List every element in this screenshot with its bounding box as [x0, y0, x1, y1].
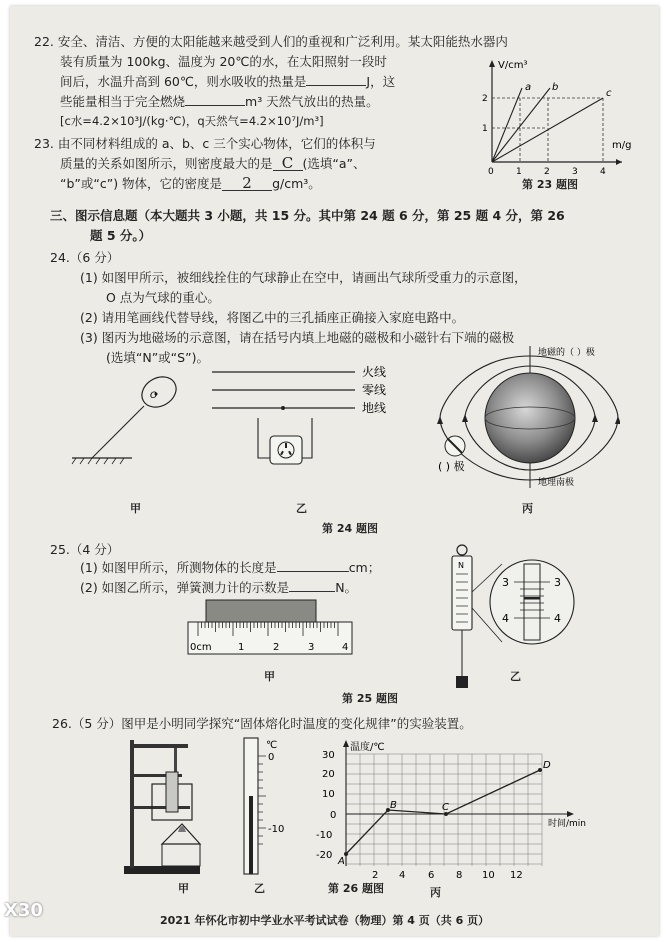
q23-xtick: 4: [600, 167, 606, 177]
q25-fig-ruler: [186, 598, 356, 660]
q23-xtick: 1: [516, 167, 522, 177]
thermometer-unit: ℃: [266, 740, 278, 751]
q26-ytick: 10: [322, 789, 335, 800]
q23-line-b: [492, 88, 550, 162]
q26-ytick: 0: [330, 810, 337, 821]
q26-caption: 第 26 题图: [328, 882, 384, 895]
q24-part3-cont: (选填“N”或“S”)。: [106, 350, 209, 365]
ruler-tick: 2: [273, 642, 280, 653]
q26-subcap-b: 乙: [254, 882, 265, 895]
q26-ytick: -10: [316, 830, 333, 841]
q25-caption: 第 25 题图: [342, 692, 398, 705]
q22-line2: 装有质量为 100kg、温度为 20℃的水，在太阳照射一段时: [60, 54, 387, 69]
q23-answer-density: 2: [222, 176, 272, 191]
q26-subcap-c: 丙: [430, 886, 441, 899]
q24-part1: (1) 如图甲所示，被细线拴住的气球静止在空中，请画出气球所受重力的示意图，: [80, 270, 527, 285]
wire-neutral-label: 零线: [362, 383, 387, 397]
q26-xtick: 10: [482, 870, 495, 881]
q23-line-c: [492, 98, 603, 162]
q24-subcap-b: 乙: [296, 502, 307, 515]
q23-line1: 23. 由不同材料组成的 a、b、c 三个实心物体，它们的体积与: [34, 136, 376, 151]
q22-line1: 22. 安全、清洁、方便的太阳能越来越受到人们的重视和广泛利用。某太阳能热水器内: [34, 34, 508, 49]
q26-point-B: B: [390, 800, 397, 811]
q24-subcap-c: 丙: [522, 502, 533, 515]
q25-subcap-b: 乙: [510, 670, 521, 683]
wire-ground-label: 地线: [362, 401, 387, 415]
q26-point-A: A: [338, 856, 345, 867]
q22-blank-volume: [185, 105, 245, 106]
ruler-tick: 4: [342, 642, 349, 653]
q23-xtick: 2: [544, 167, 550, 177]
page-footer: 2021 年怀化市初中学业水平考试试卷（物理）第 4 页（共 6 页）: [160, 914, 490, 927]
q26-fig-apparatus: [118, 736, 208, 878]
ruler-tick: 3: [308, 642, 315, 653]
exam-page: [10, 6, 659, 936]
q23-caption: 第 23 题图: [522, 178, 578, 191]
q26-fig-thermometer: [238, 736, 298, 878]
thermometer-tick: 0: [268, 752, 275, 763]
camera-watermark: X30: [4, 900, 43, 921]
q22-line4: 些能量相当于完全燃烧 m³ 天然气放出的热量。: [60, 94, 379, 109]
q26-fig-graph: [310, 730, 600, 890]
q24-fig-balloon: [62, 368, 192, 468]
measured-block: [206, 600, 316, 622]
q23-label-b: b: [552, 82, 559, 93]
q23-graph-xlabel: m/g: [612, 140, 632, 151]
q24-caption: 第 24 题图: [322, 522, 378, 535]
q26-xtick: 12: [510, 870, 523, 881]
q26-line1: 26.（5 分）图甲是小明同学探究“固体熔化时温度的变化规律”的实验装置。: [52, 716, 472, 731]
q24-part1-cont: O 点为气球的重心。: [106, 290, 220, 305]
q22-constants: [c水=4.2×10³J/(kg·℃)，q天然气=4.2×10⁷J/m³]: [60, 114, 324, 128]
hanging-weight: [456, 676, 468, 688]
scale-tick-left: 3: [502, 576, 509, 589]
three-pin-socket: [270, 436, 302, 464]
q26-xtick: 2: [372, 870, 379, 881]
geo-north-label: 地磁的（ ）极: [538, 348, 595, 358]
q23-graph: [472, 52, 652, 177]
ruler-tick: 1: [238, 642, 245, 653]
q25-subcap-a: 甲: [264, 670, 275, 683]
test-tube: [166, 772, 178, 812]
scale-tick-left: 4: [502, 612, 509, 625]
scale-pointer: [524, 597, 540, 600]
q23-graph-ylabel: V/cm³: [498, 60, 528, 71]
q25-title: 25.（4 分）: [50, 542, 120, 557]
section3-heading: 三、图示信息题（本大题共 3 小题，共 15 分。其中第 24 题 6 分，第 25 题 4 分，第 26: [50, 208, 565, 223]
thermometer-column: [249, 796, 253, 874]
q23-xtick: 3: [572, 167, 578, 177]
q23-answer-densest: C: [273, 156, 303, 171]
q25-part1: (1) 如图甲所示，所测物体的长度是 cm；: [80, 560, 381, 575]
balloon-center-label: O: [150, 391, 158, 401]
q24-part2: (2) 请用笔画线代替导线，将图乙中的三孔插座正确接入家庭电路中。: [80, 310, 465, 325]
spring-scale-unit: N: [458, 561, 464, 570]
q25-blank-force: [289, 591, 335, 592]
q22-line3: 间后，水温升高到 60℃，则水吸收的热量是 J，这: [60, 74, 396, 89]
q26-point-D: D: [543, 760, 551, 771]
q23-ytick: 1: [482, 124, 488, 134]
q26-ytick: 20: [322, 769, 335, 780]
q23-label-a: a: [525, 82, 532, 93]
scale-magnifier: [490, 560, 574, 644]
q26-xtick: 6: [428, 870, 435, 881]
scale-tick-right: 3: [554, 576, 561, 589]
q23-ytick: 2: [482, 94, 488, 104]
section3-heading-cont: 题 5 分。）: [90, 228, 152, 243]
q24-title: 24.（6 分）: [50, 250, 120, 265]
wire-live-label: 火线: [362, 365, 387, 379]
q24-subcap-a: 甲: [130, 502, 141, 515]
q26-ytick: -20: [316, 850, 333, 861]
q26-xtick: 4: [399, 870, 406, 881]
q26-graph-ylabel: 温度/℃: [350, 742, 385, 753]
q23-label-c: c: [606, 88, 612, 99]
needle-pole-label: ( ) 极: [438, 460, 465, 473]
q26-ytick: 30: [322, 750, 335, 761]
geo-south-label: 地理南极: [538, 478, 575, 488]
q26-xtick: 8: [456, 870, 463, 881]
thermometer-tick: -10: [268, 824, 285, 835]
q25-part2: (2) 如图乙所示，弹簧测力计的示数是 N。: [80, 580, 358, 595]
q23-line2: 质量的关系如图所示，则密度最大的是 C (选填“a”、: [60, 154, 366, 172]
q22-blank-heat: [306, 85, 366, 86]
q26-point-C: C: [442, 802, 449, 813]
q23-line3: “b”或“c”) 物体，它的密度是 2 g/cm³。: [60, 174, 321, 192]
q24-part3: (3) 图丙为地磁场的示意图，请在括号内填上地磁的磁极和小磁针右下端的磁极: [80, 330, 515, 345]
q26-subcap-a: 甲: [178, 882, 189, 895]
q25-blank-length: [277, 571, 349, 572]
q24-fig-geomagnetic: [420, 342, 620, 492]
q23-xtick: 0: [488, 167, 494, 177]
q26-graph-xlabel: 时间/min: [548, 819, 587, 829]
q24-fig-circuit: [210, 358, 410, 478]
scale-tick-right: 4: [554, 612, 561, 625]
q23-line-a: [492, 88, 522, 162]
ruler-tick: 0cm: [190, 642, 212, 653]
earth: [485, 373, 575, 463]
